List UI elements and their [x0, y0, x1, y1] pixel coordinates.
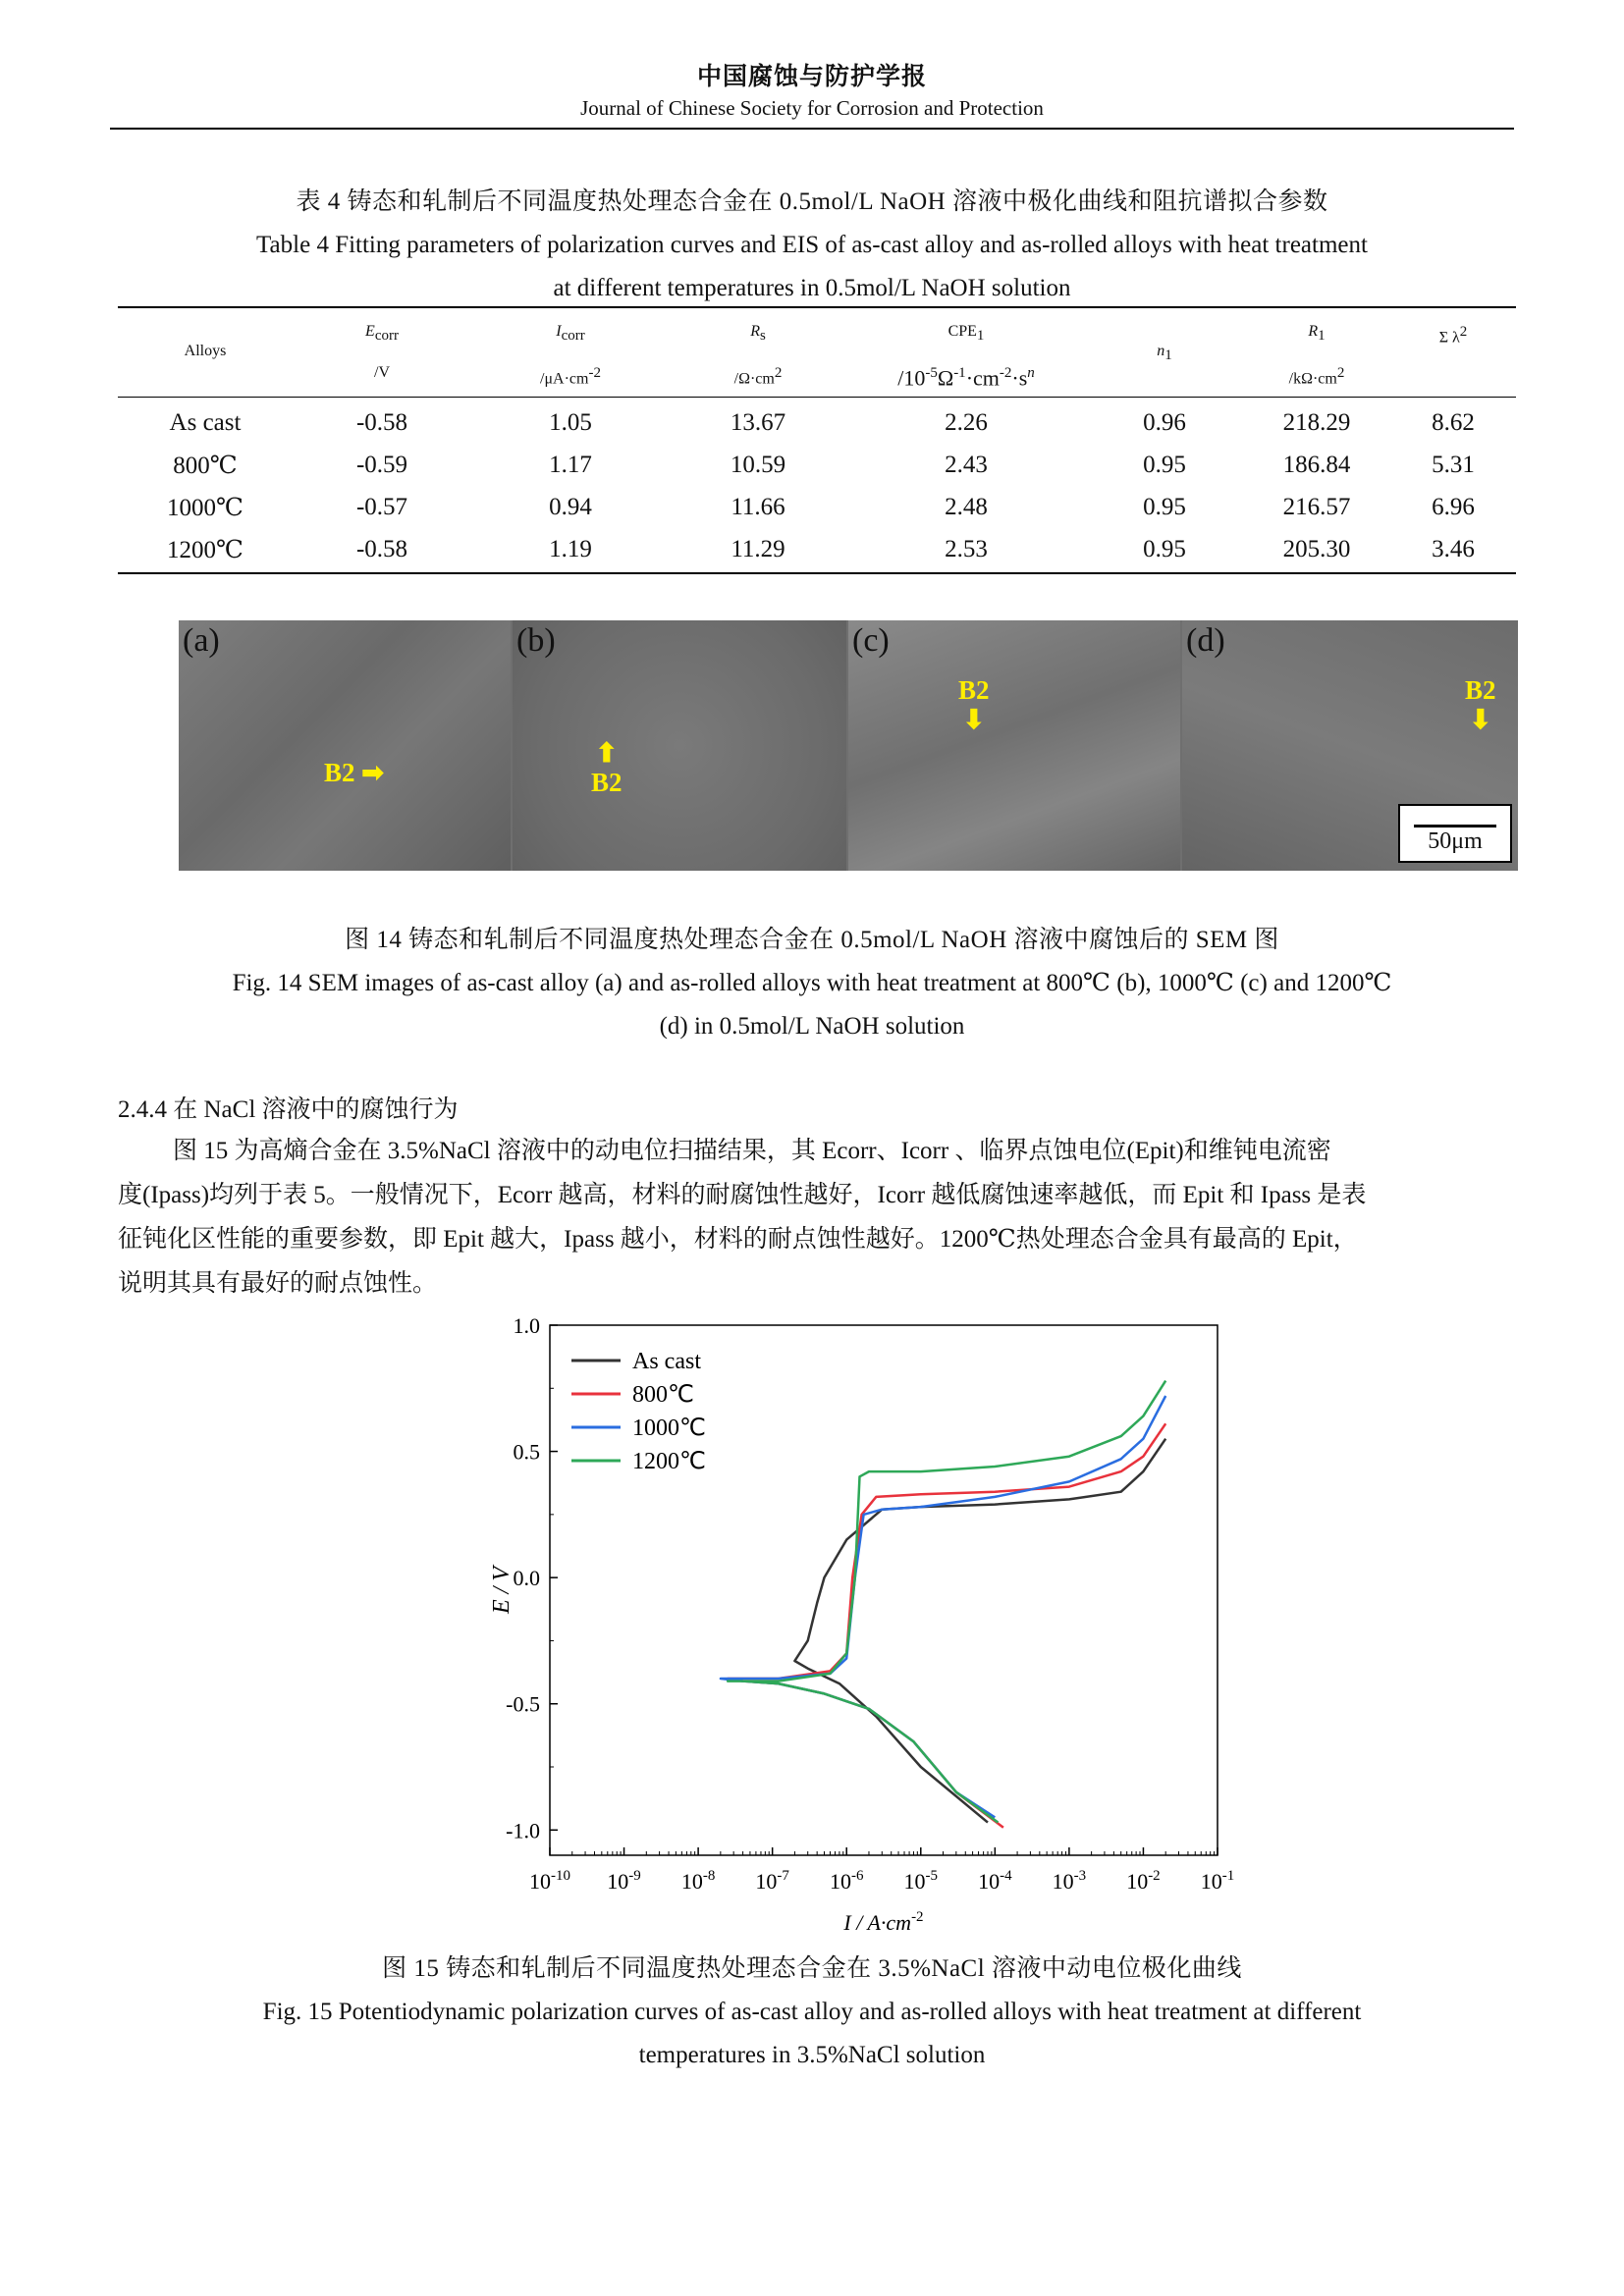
y-tick-label: 1.0 [513, 1313, 540, 1338]
b2-text-b: B2 [591, 768, 623, 797]
col-icorr: $I_{corr}$ [556, 323, 585, 345]
table-header-rule [118, 397, 1516, 398]
table-cell: -0.59 [355, 451, 408, 478]
x-tick-label: $10^{-6}$ [829, 1868, 864, 1894]
table-cell: 0.95 [1143, 535, 1186, 562]
table-cell: -0.58 [355, 408, 408, 436]
up-arrow-icon: ⬆ [595, 738, 619, 768]
series-line-4 [728, 1381, 1165, 1823]
table-cell: 13.67 [730, 408, 786, 436]
table-cell: 186.84 [1282, 451, 1351, 478]
down-arrow-icon: ⬇ [962, 705, 986, 734]
legend-label: As cast [632, 1349, 701, 1374]
panel-label-c: (c) [852, 622, 890, 659]
b2-text-c: B2 [958, 675, 990, 705]
table-cell: 2.53 [945, 535, 988, 562]
x-tick-label: $10^{-7}$ [755, 1868, 789, 1894]
panel-label-a: (a) [183, 622, 220, 659]
table-cell: 3.46 [1432, 535, 1475, 562]
table4-body [118, 401, 1516, 570]
table-cell: 205.30 [1282, 535, 1351, 562]
x-tick-label: $10^{-5}$ [903, 1868, 939, 1894]
header-rule [110, 128, 1514, 130]
table4-caption-en-1: Table 4 Fitting parameters of polarization curves and EIS of as-cast alloy and as-rolled alloys with heat treatment [256, 232, 1368, 258]
rs-unit-text: /Ω·cm [733, 370, 775, 388]
fig14-caption-en-1: Fig. 14 SEM images of as-cast alloy (a) and as-rolled alloys with heat treatment at 800℃ (b), 1000℃ (c) and 1200℃ [232, 970, 1392, 996]
col-icorr-unit: $/\mu A\cdot cm^{-2}$ [540, 365, 601, 388]
paragraph-line-4: 说明其具有最好的耐点蚀性。 [118, 1270, 438, 1297]
table-cell: 1000℃ [167, 494, 244, 521]
scale-bar-line [1414, 825, 1496, 828]
table-row [118, 486, 1516, 528]
table-cell: 800℃ [173, 452, 238, 479]
table-row [118, 528, 1516, 570]
fig15-caption-en-1: Fig. 15 Potentiodynamic polarization curves of as-cast alloy and as-rolled alloys with heat treatment at different [262, 1999, 1362, 2025]
table-cell: -0.58 [355, 535, 408, 562]
table-row [118, 444, 1516, 486]
col-ecorr: $E_{corr}$ [365, 323, 399, 345]
col-cpe-unit: $/10^{-5}\Omega^{-1}\cdot cm^{-2}\cdot s^n$ [897, 365, 1035, 391]
journal-title-cn: 中国腐蚀与防护学报 [696, 62, 927, 90]
cpe-unit-text: /10 [897, 365, 926, 391]
legend-label: 1000℃ [632, 1415, 706, 1441]
y-tick-label: -1.0 [506, 1818, 540, 1843]
x-tick-label: $10^{-2}$ [1126, 1868, 1161, 1894]
x-axis-label: $I / A\cdot cm^{-2}$ [843, 1909, 924, 1935]
sem-panel-b [513, 620, 846, 871]
col-r1: $R_1$ [1308, 323, 1326, 345]
b2-text-a: B2 [324, 758, 355, 787]
x-tick-label: $10^{-1}$ [1200, 1868, 1235, 1894]
b2-label-b [591, 738, 623, 797]
scale-bar [1398, 804, 1512, 863]
table-cell: 0.95 [1143, 451, 1186, 478]
col-rs: $R_s$ [750, 323, 766, 345]
y-axis-label: E / V [489, 1567, 514, 1614]
fig14-caption-en-2: (d) in 0.5mol/L NaOH solution [659, 1013, 965, 1040]
cpe-name: CPE [947, 323, 977, 340]
sem-figure [179, 620, 1518, 871]
table4 [118, 401, 1516, 570]
table-cell: 11.29 [731, 535, 785, 562]
table-cell: 2.48 [945, 493, 988, 520]
legend-label: 1200℃ [632, 1449, 706, 1474]
y-tick-label: 0.5 [513, 1439, 540, 1465]
y-tick-label: -0.5 [506, 1691, 540, 1717]
table-cell: 5.31 [1432, 451, 1475, 478]
sem-panel-d [1182, 620, 1518, 871]
b2-label-a [324, 758, 384, 788]
table-cell: 2.43 [945, 451, 988, 478]
series-line-3 [721, 1396, 1165, 1817]
table-cell: 1.17 [549, 451, 592, 478]
col-chi: Σ $\lambda^2$ [1438, 324, 1468, 347]
col-cpe: $CPE_1$ [947, 323, 985, 345]
table-cell: 10.59 [730, 451, 786, 478]
table-cell: 0.96 [1143, 408, 1186, 436]
icorr-unit-text: /μA·cm [540, 370, 589, 388]
table-cell: 1.05 [549, 408, 592, 436]
x-tick-label: $10^{-9}$ [607, 1868, 641, 1894]
paragraph-line-3: 征钝化区性能的重要参数，即 Epit 越大，Ipass 越小，材料的耐点蚀性越好。1200℃热处理态合金具有最高的 Epit， [118, 1226, 1358, 1253]
table-cell: 218.29 [1282, 408, 1351, 436]
fig15-caption-cn: 图 15 铸态和轧制后不同温度热处理态合金在 3.5%NaCl 溶液中动电位极化曲线 [382, 1955, 1242, 1982]
table-cell: 1200℃ [167, 536, 244, 563]
b2-label-c [958, 675, 990, 734]
section-heading: 2.4.4 在 NaCl 溶液中的腐蚀行为 [118, 1096, 459, 1123]
x-tick-label: $10^{-8}$ [680, 1868, 716, 1894]
table-cell: -0.57 [355, 493, 408, 520]
table-bottom-rule [118, 572, 1516, 574]
journal-title-en: Journal of Chinese Society for Corrosion and Protection [580, 96, 1044, 120]
table-cell: 0.95 [1143, 493, 1186, 520]
table-top-rule [118, 306, 1516, 308]
legend-label: 800℃ [632, 1382, 694, 1408]
down-arrow-icon: ⬇ [1469, 705, 1492, 734]
x-tick-label: $10^{-4}$ [978, 1868, 1012, 1894]
table4-caption-en-2: at different temperatures in 0.5mol/L NaOH solution [553, 275, 1071, 301]
col-n1: $n_1$ [1157, 343, 1172, 364]
sem-panel-c [848, 620, 1180, 871]
table-cell: As cast [169, 408, 242, 436]
panel-label-b: (b) [516, 622, 556, 659]
series-line-2 [728, 1423, 1165, 1827]
table-cell: 216.57 [1282, 493, 1351, 520]
r1-unit-text: /kΩ·cm [1288, 370, 1337, 388]
table4-header [118, 310, 1516, 395]
b2-text-d: B2 [1465, 675, 1496, 705]
paragraph-line-1: 图 15 为高熵合金在 3.5%NaCl 溶液中的动电位扫描结果，其 Ecorr、Icorr 、临界点蚀电位(Epit)和维钝电流密 [173, 1138, 1331, 1164]
col-ecorr-unit: /V [374, 364, 390, 381]
b2-label-d [1465, 675, 1496, 734]
y-tick-label: 0.0 [513, 1566, 540, 1591]
x-tick-label: $10^{-3}$ [1052, 1868, 1087, 1894]
table-cell: 6.96 [1432, 493, 1475, 520]
paragraph-line-2: 度(Ipass)均列于表 5。一般情况下，Ecorr 越高，材料的耐腐蚀性越好，Icorr 越低腐蚀速率越低，而 Epit 和 Ipass 是表 [118, 1182, 1367, 1208]
col-alloys: Alloys [184, 343, 227, 359]
table4-caption-cn: 表 4 铸态和轧制后不同温度热处理态合金在 0.5mol/L NaOH 溶液中极化曲线和阻抗谱拟合参数 [296, 188, 1328, 215]
table-row [118, 401, 1516, 444]
table-cell: 0.94 [549, 493, 592, 520]
polarization-chart [489, 1313, 1237, 1944]
scale-bar-label: 50μm [1428, 828, 1483, 854]
table-cell: 11.66 [731, 493, 785, 520]
right-arrow-icon: ➡ [361, 758, 384, 787]
table-cell: 1.19 [549, 535, 592, 562]
col-rs-unit: $/\Omega\cdot cm^2$ [733, 365, 783, 388]
fig15-caption-en-2: temperatures in 3.5%NaCl solution [638, 2042, 986, 2068]
panel-label-d: (d) [1186, 622, 1225, 659]
col-r1-unit: $/k\Omega\cdot cm^2$ [1288, 365, 1345, 388]
x-tick-label: $10^{-10}$ [529, 1868, 570, 1894]
table-cell: 2.26 [945, 408, 988, 436]
fig14-caption-cn: 图 14 铸态和轧制后不同温度热处理态合金在 0.5mol/L NaOH 溶液中腐蚀后的 SEM 图 [345, 927, 1279, 953]
table-cell: 8.62 [1432, 408, 1475, 436]
sem-panel-a [179, 620, 511, 871]
chi-text: Σ λ [1438, 329, 1460, 347]
